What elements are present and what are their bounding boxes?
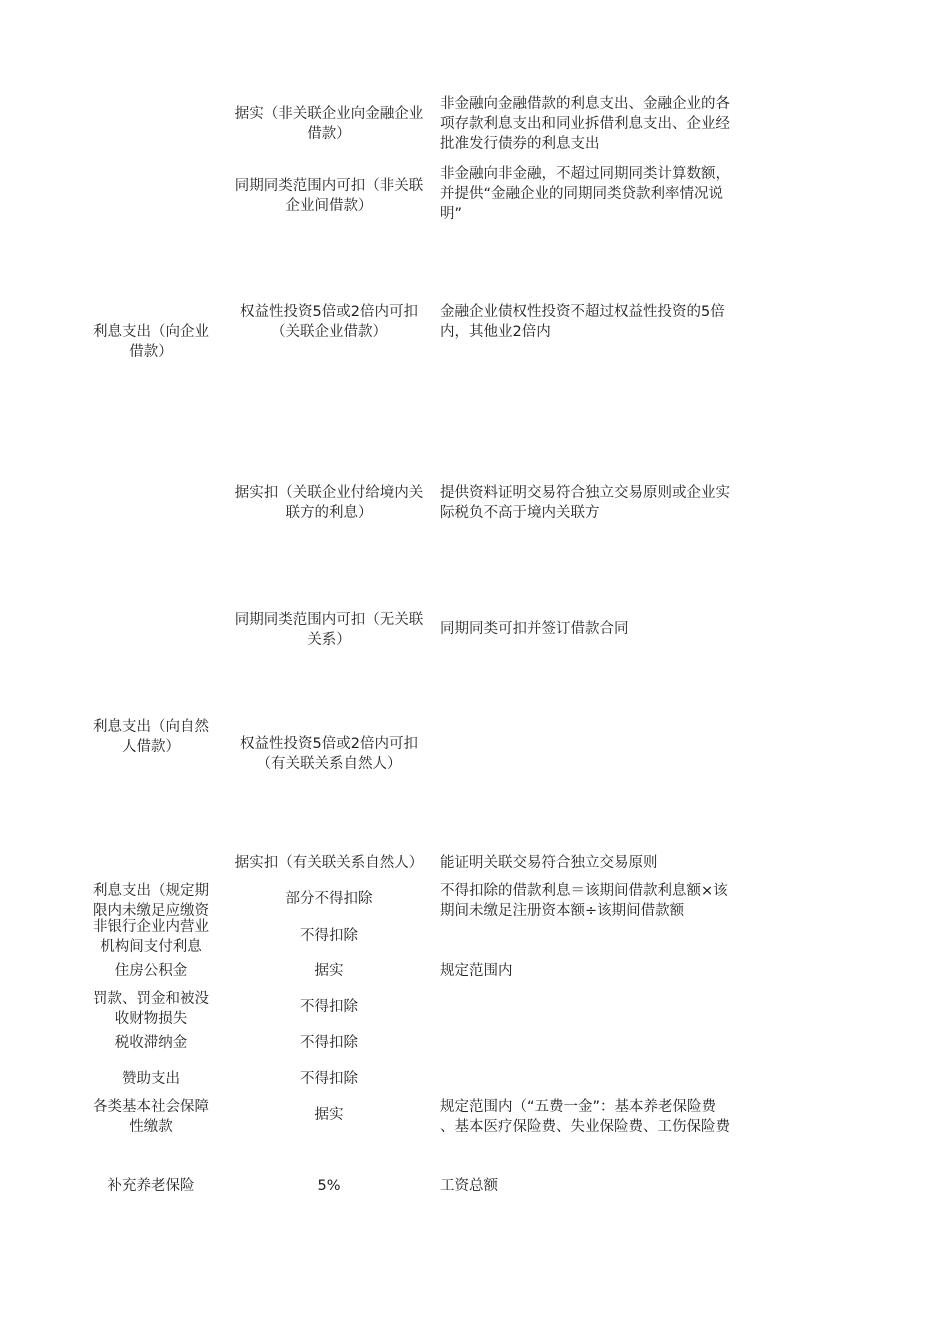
- policy-cell: [224, 302, 434, 342]
- policy-cell: [224, 1069, 434, 1089]
- policy-cell: [224, 734, 434, 774]
- note-line: 同期同类可扣并签订借款合同: [440, 621, 629, 637]
- category-line: 补充养老保险: [107, 1178, 195, 1194]
- category-line: 税收滞纳金: [114, 1035, 188, 1051]
- category-cell: [84, 322, 218, 362]
- policy-line: 部分不得扣除: [285, 891, 373, 907]
- category-line: 限内未缴足应缴资: [93, 903, 209, 919]
- policy-line: 不得扣除: [300, 928, 358, 944]
- note-cell: [440, 94, 765, 154]
- policy-cell: [224, 853, 434, 873]
- category-cell: [84, 1176, 218, 1196]
- note-cell: [440, 483, 765, 523]
- category-cell: [84, 917, 218, 957]
- policy-line: 据实: [314, 963, 344, 979]
- category-line: 罚款、罚金和被没: [93, 991, 209, 1007]
- policy-cell: [224, 176, 434, 216]
- note-cell: [440, 164, 765, 224]
- note-line: 际税负不高于境内关联方: [440, 505, 600, 521]
- note-line: 内，其他业2倍内: [440, 324, 551, 340]
- note-line: 工资总额: [440, 1178, 498, 1194]
- note-cell: [440, 961, 765, 981]
- policy-cell: [224, 889, 434, 909]
- policy-cell: [224, 1176, 434, 1196]
- policy-line: 同期同类范围内可扣（非关联: [234, 178, 424, 194]
- note-line: 非金融向非金融，不超过同期同类计算数额，: [440, 166, 730, 182]
- note-line: 能证明关联交易符合独立交易原则: [440, 855, 658, 871]
- policy-cell: [224, 926, 434, 946]
- note-line: 并提供“金融企业的同期同类贷款利率情况说: [440, 186, 724, 202]
- category-cell: [84, 961, 218, 981]
- note-cell: [440, 302, 765, 342]
- policy-line: 不得扣除: [300, 1071, 358, 1087]
- policy-line: 据实（非关联企业向金融企业: [234, 106, 424, 122]
- category-cell: [84, 881, 218, 921]
- policy-cell: [224, 104, 434, 144]
- note-cell: [440, 881, 765, 921]
- category-line: 利息支出（向自然: [93, 719, 209, 735]
- category-line: 借款）: [129, 344, 173, 360]
- note-cell: [440, 619, 765, 639]
- policy-cell: [224, 1033, 434, 1053]
- policy-line: （关联企业借款）: [271, 324, 387, 340]
- category-line: 赞助支出: [122, 1071, 180, 1087]
- category-line: 各类基本社会保障: [93, 1099, 209, 1115]
- category-cell: [84, 717, 218, 757]
- category-line: 利息支出（规定期: [93, 883, 209, 899]
- policy-cell: [224, 610, 434, 650]
- policy-cell: [224, 997, 434, 1017]
- policy-line: 联方的利息）: [285, 505, 373, 521]
- category-cell: [84, 989, 218, 1029]
- note-line: 非金融向金融借款的利息支出、金融企业的各: [440, 96, 730, 112]
- category-line: 机构间支付利息: [100, 939, 202, 955]
- policy-line: 权益性投资5倍或2倍内可扣: [240, 304, 418, 320]
- category-line: 非银行企业内营业: [93, 919, 209, 935]
- category-cell: [84, 1033, 218, 1053]
- policy-cell: [224, 1105, 434, 1125]
- policy-line: 关系）: [307, 632, 351, 648]
- category-cell: [84, 1097, 218, 1137]
- policy-line: （有关联关系自然人）: [256, 756, 402, 772]
- policy-line: 5%: [317, 1178, 341, 1194]
- note-line: 不得扣除的借款利息＝该期间借款利息额×该: [440, 883, 728, 899]
- policy-line: 企业间借款）: [285, 198, 373, 214]
- policy-cell: [224, 961, 434, 981]
- policy-line: 不得扣除: [300, 999, 358, 1015]
- category-line: 人借款）: [122, 739, 180, 755]
- policy-line: 不得扣除: [300, 1035, 358, 1051]
- note-line: 规定范围内（“五费一金”：基本养老保险费: [440, 1099, 717, 1115]
- category-line: 性缴款: [129, 1119, 173, 1135]
- policy-line: 借款）: [307, 126, 351, 142]
- note-cell: [440, 1176, 765, 1196]
- note-line: 金融企业债权性投资不超过权益性投资的5倍: [440, 304, 725, 320]
- note-line: 明”: [440, 206, 463, 222]
- note-line: 规定范围内: [440, 963, 513, 979]
- note-line: 提供资料证明交易符合独立交易原则或企业实: [440, 485, 730, 501]
- policy-cell: [224, 483, 434, 523]
- policy-line: 同期同类范围内可扣（无关联: [234, 612, 424, 628]
- note-cell: [440, 1097, 765, 1137]
- note-line: 期间未缴足注册资本额÷该期间借款额: [440, 903, 685, 919]
- policy-line: 据实: [314, 1107, 344, 1123]
- category-line: 住房公积金: [114, 963, 188, 979]
- policy-line: 据实扣（关联企业付给境内关: [234, 485, 424, 501]
- note-cell: [440, 853, 765, 873]
- policy-line: 权益性投资5倍或2倍内可扣: [240, 736, 418, 752]
- note-line: 项存款利息支出和同业拆借利息支出、企业经: [440, 116, 730, 132]
- note-line: 、基本医疗保险费、失业保险费、工伤保险费: [440, 1119, 730, 1135]
- category-line: 收财物损失: [114, 1011, 188, 1027]
- policy-line: 据实扣（有关联关系自然人）: [234, 855, 424, 871]
- category-cell: [84, 1069, 218, 1089]
- note-line: 批准发行债券的利息支出: [440, 136, 600, 152]
- category-line: 利息支出（向企业: [93, 324, 209, 340]
